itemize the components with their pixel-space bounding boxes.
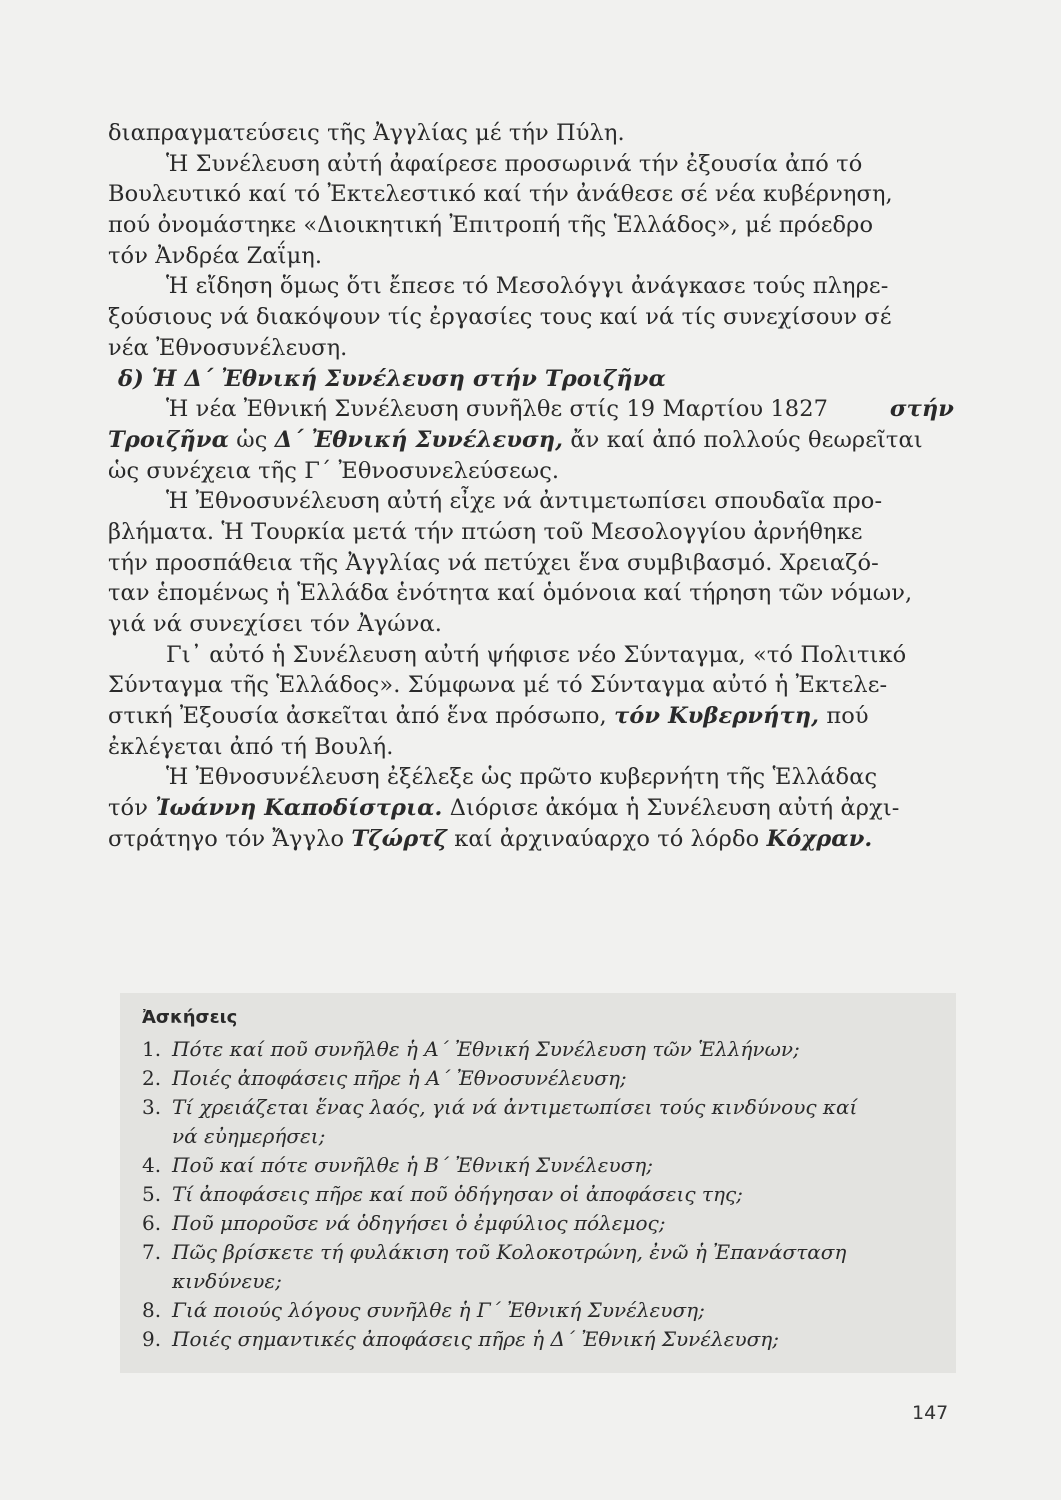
exercise-number: 3. [142, 1095, 162, 1119]
text-line: ἐκλέγεται ἀπό τή Βουλή. [108, 733, 394, 760]
text-line: τήν προσπάθεια τῆς Ἀγγλίας νά πετύχει ἕνα συμβιβασμό. Χρειαζό- [108, 549, 879, 576]
exercise-item [142, 1093, 942, 1122]
exercise-item [142, 1180, 942, 1209]
text-line: πού ὀνομάστηκε «Διοικητική Ἐπιτροπή τῆς Ἑλλάδος», μέ πρόεδρο [108, 212, 874, 239]
exercise-number: 5. [142, 1182, 162, 1206]
text-line: ξούσιους νά διακόψουν τίς ἐργασίες τους καί νά τίς συνεχίσουν σέ [108, 304, 892, 331]
exercise-text: Τί χρειάζεται ἕνας λαός, γιά νά ἀντιμετωπίσει τούς κινδύνους καί [172, 1095, 858, 1119]
exercise-item [142, 1035, 942, 1064]
exercise-item [142, 1064, 942, 1093]
text-line [108, 701, 954, 732]
text-run: στράτηγο τόν Ἄγγλο [108, 825, 345, 852]
text-line [108, 793, 954, 824]
exercise-number: 8. [142, 1298, 162, 1322]
emphasis-text: Δ΄ Ἐθνική Συνέλευση, [274, 426, 564, 453]
exercise-item [142, 1238, 942, 1267]
exercise-text: Ποῦ καί πότε συνῆλθε ἡ Β΄ Ἐθνική Συνέλευση; [172, 1153, 653, 1177]
exercise-number: 9. [142, 1327, 162, 1351]
exercise-text: Ποῦ μποροῦσε νά ὁδηγήσει ὁ ἐμφύλιος πόλεμος; [172, 1211, 666, 1235]
exercise-text-continued: κινδύνευε; [172, 1269, 282, 1293]
text-run: τόν [108, 795, 148, 822]
exercise-text-continued: νά εὐημερήσει; [172, 1124, 326, 1148]
text-line: διαπραγματεύσεις τῆς Ἀγγλίας μέ τήν Πύλη. [108, 120, 625, 146]
exercise-text: Πότε καί ποῦ συνῆλθε ἡ Α΄ Ἐθνική Συνέλευση τῶν Ἑλλήνων; [172, 1037, 800, 1061]
exercise-item [142, 1151, 942, 1180]
text-line: Ἡ Ἐθνοσυνέλευση αὐτή εἶχε νά ἀντιμετωπίσει σπουδαῖα προ- [166, 488, 883, 515]
text-line: Ἡ Συνέλευση αὐτή ἀφαίρεσε προσωρινά τήν ἐξουσία ἀπό τό [166, 150, 863, 177]
emphasis-text: Τροιζῆνα [108, 426, 230, 453]
text-line: βλήματα. Ἡ Τουρκία μετά τήν πτώση τοῦ Μεσολογγίου ἀρνήθηκε [108, 518, 863, 545]
text-line: Βουλευτικό καί τό Ἐκτελεστικό καί τήν ἀνάθεσε σέ νέα κυβέρνηση, [108, 181, 893, 208]
text-line [108, 824, 954, 855]
exercise-text: Γιά ποιούς λόγους συνῆλθε ἡ Γ΄ Ἐθνική Συνέλευση; [172, 1298, 705, 1322]
text-run: καί ἀρχιναύαρχο τό λόρδο [454, 825, 760, 852]
exercises-content [142, 1005, 942, 1354]
emphasis-text: στήν [889, 396, 954, 423]
text-line: Γι᾿ αὐτό ἡ Συνέλευση αὐτή ψήφισε νέο Σύνταγμα, «τό Πολιτικό [166, 641, 907, 668]
text-line: νέα Ἐθνοσυνέλευση. [108, 334, 348, 361]
text-run: ὡς [236, 426, 268, 453]
exercise-text: Τί ἀποφάσεις πῆρε καί ποῦ ὁδήγησαν οἱ ἀποφάσεις της; [172, 1182, 743, 1206]
text-line: Ἡ εἴδηση ὅμως ὅτι ἔπεσε τό Μεσολόγγι ἀνάγκασε τούς πληρε- [166, 273, 889, 300]
emphasis-text: Ἰωάννη Καποδίστρια. [155, 795, 443, 822]
text-run: Διόρισε ἀκόμα ἡ Συνέλευση αὐτή ἀρχι- [449, 795, 900, 822]
page-number: 147 [912, 1402, 949, 1424]
exercise-number: 7. [142, 1240, 162, 1264]
exercise-item [142, 1296, 942, 1325]
text-line [108, 394, 954, 425]
text-line: τόν Ἀνδρέα Ζαΐμη. [108, 242, 323, 269]
exercise-item [142, 1209, 942, 1238]
text-run: πού [826, 703, 869, 730]
body-text [108, 118, 954, 855]
text-line: Ἡ Ἐθνοσυνέλευση ἐξέλεξε ὡς πρῶτο κυβερνήτη τῆς Ἑλλάδας [166, 764, 878, 791]
text-line: ὡς συνέχεια τῆς Γ΄ Ἐθνοσυνελεύσεως. [108, 457, 560, 484]
exercises-title: Ἀσκήσεις [142, 1007, 238, 1028]
section-heading: δ) Ἡ Δ΄ Ἐθνική Συνέλευση στήν Τροιζῆνα [118, 365, 666, 392]
text-line: ταν ἑπομένως ἡ Ἑλλάδα ἑνότητα καί ὁμόνοια καί τήρηση τῶν νόμων, [108, 580, 913, 607]
exercise-text: Ποιές ἀποφάσεις πῆρε ἡ Α΄ Ἐθνοσυνέλευση; [172, 1066, 627, 1090]
text-line: γιά νά συνεχίσει τόν Ἀγώνα. [108, 611, 443, 637]
text-run: ἄν καί ἀπό πολλούς θεωρεῖται [570, 426, 923, 453]
exercise-text: Ποιές σημαντικές ἀποφάσεις πῆρε ἡ Δ΄ Ἐθνική Συνέλευση; [172, 1327, 780, 1351]
emphasis-text: τόν Κυβερνήτη, [614, 703, 820, 730]
exercise-text: Πῶς βρίσκετε τή φυλάκιση τοῦ Κολοκοτρώνη, ἐνῶ ἡ Ἐπανάσταση [172, 1240, 847, 1264]
exercise-number: 1. [142, 1037, 162, 1061]
exercise-number: 2. [142, 1066, 162, 1090]
exercise-item [142, 1325, 942, 1354]
emphasis-text: Τζώρτζ [351, 825, 447, 852]
text-line: Σύνταγμα τῆς Ἑλλάδος». Σύμφωνα μέ τό Σύνταγμα αὐτό ἡ Ἐκτελε- [108, 672, 888, 699]
exercises-box [120, 993, 956, 1373]
emphasis-text: Κόχραν. [766, 825, 873, 852]
exercise-number: 4. [142, 1153, 162, 1177]
text-run: στική Ἐξουσία ἀσκεῖται ἀπό ἕνα πρόσωπο, [108, 703, 607, 730]
text-line [108, 425, 954, 456]
text-run: Ἡ νέα Ἐθνική Συνέλευση συνῆλθε στίς 19 Μαρτίου 1827 [166, 396, 829, 423]
exercise-number: 6. [142, 1211, 162, 1235]
